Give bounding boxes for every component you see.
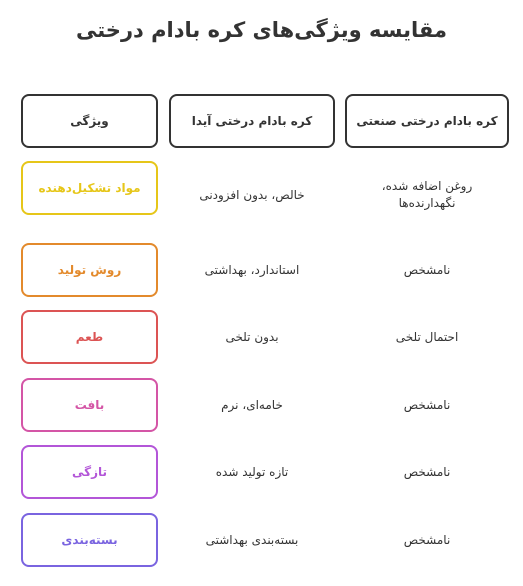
feature-box-ingredients: مواد تشکیل‌دهنده [21,161,158,215]
cell-ayda-packaging: بسته‌بندی بهداشتی [205,532,299,547]
cell-ayda-freshness: تازه تولید شده [215,464,289,479]
cell-ayda-production: استاندارد، بهداشتی [204,262,300,277]
cell-ayda-taste: بدون تلخی [225,329,279,344]
header-feature: ویژگی [21,94,158,148]
page-title: مقایسه ویژگی‌های کره بادام درختی [75,18,448,42]
feature-box-production: روش تولید [21,243,158,297]
cell-industrial-texture: نامشخص [403,397,451,412]
cell-industrial-taste: احتمال تلخی [395,329,459,344]
cell-industrial-packaging: نامشخص [403,532,451,547]
cell-industrial-freshness: نامشخص [403,464,451,479]
header-ayda: کره بادام درختی آیدا [169,94,335,148]
cell-ayda-texture: خامه‌ای، نرم [221,397,283,412]
cell-ayda-ingredients: خالص، بدون افزودنی [199,187,305,202]
feature-box-packaging: بسته‌بندی [21,513,158,567]
feature-box-texture: بافت [21,378,158,432]
header-industrial: کره بادام درختی صنعتی [345,94,509,148]
cell-industrial-production: نامشخص [403,262,451,277]
feature-box-freshness: تازگی [21,445,158,499]
cell-industrial-ingredients: روغن اضافه شده، نگهدارنده‌ها [381,179,473,210]
feature-box-taste: طعم [21,310,158,364]
